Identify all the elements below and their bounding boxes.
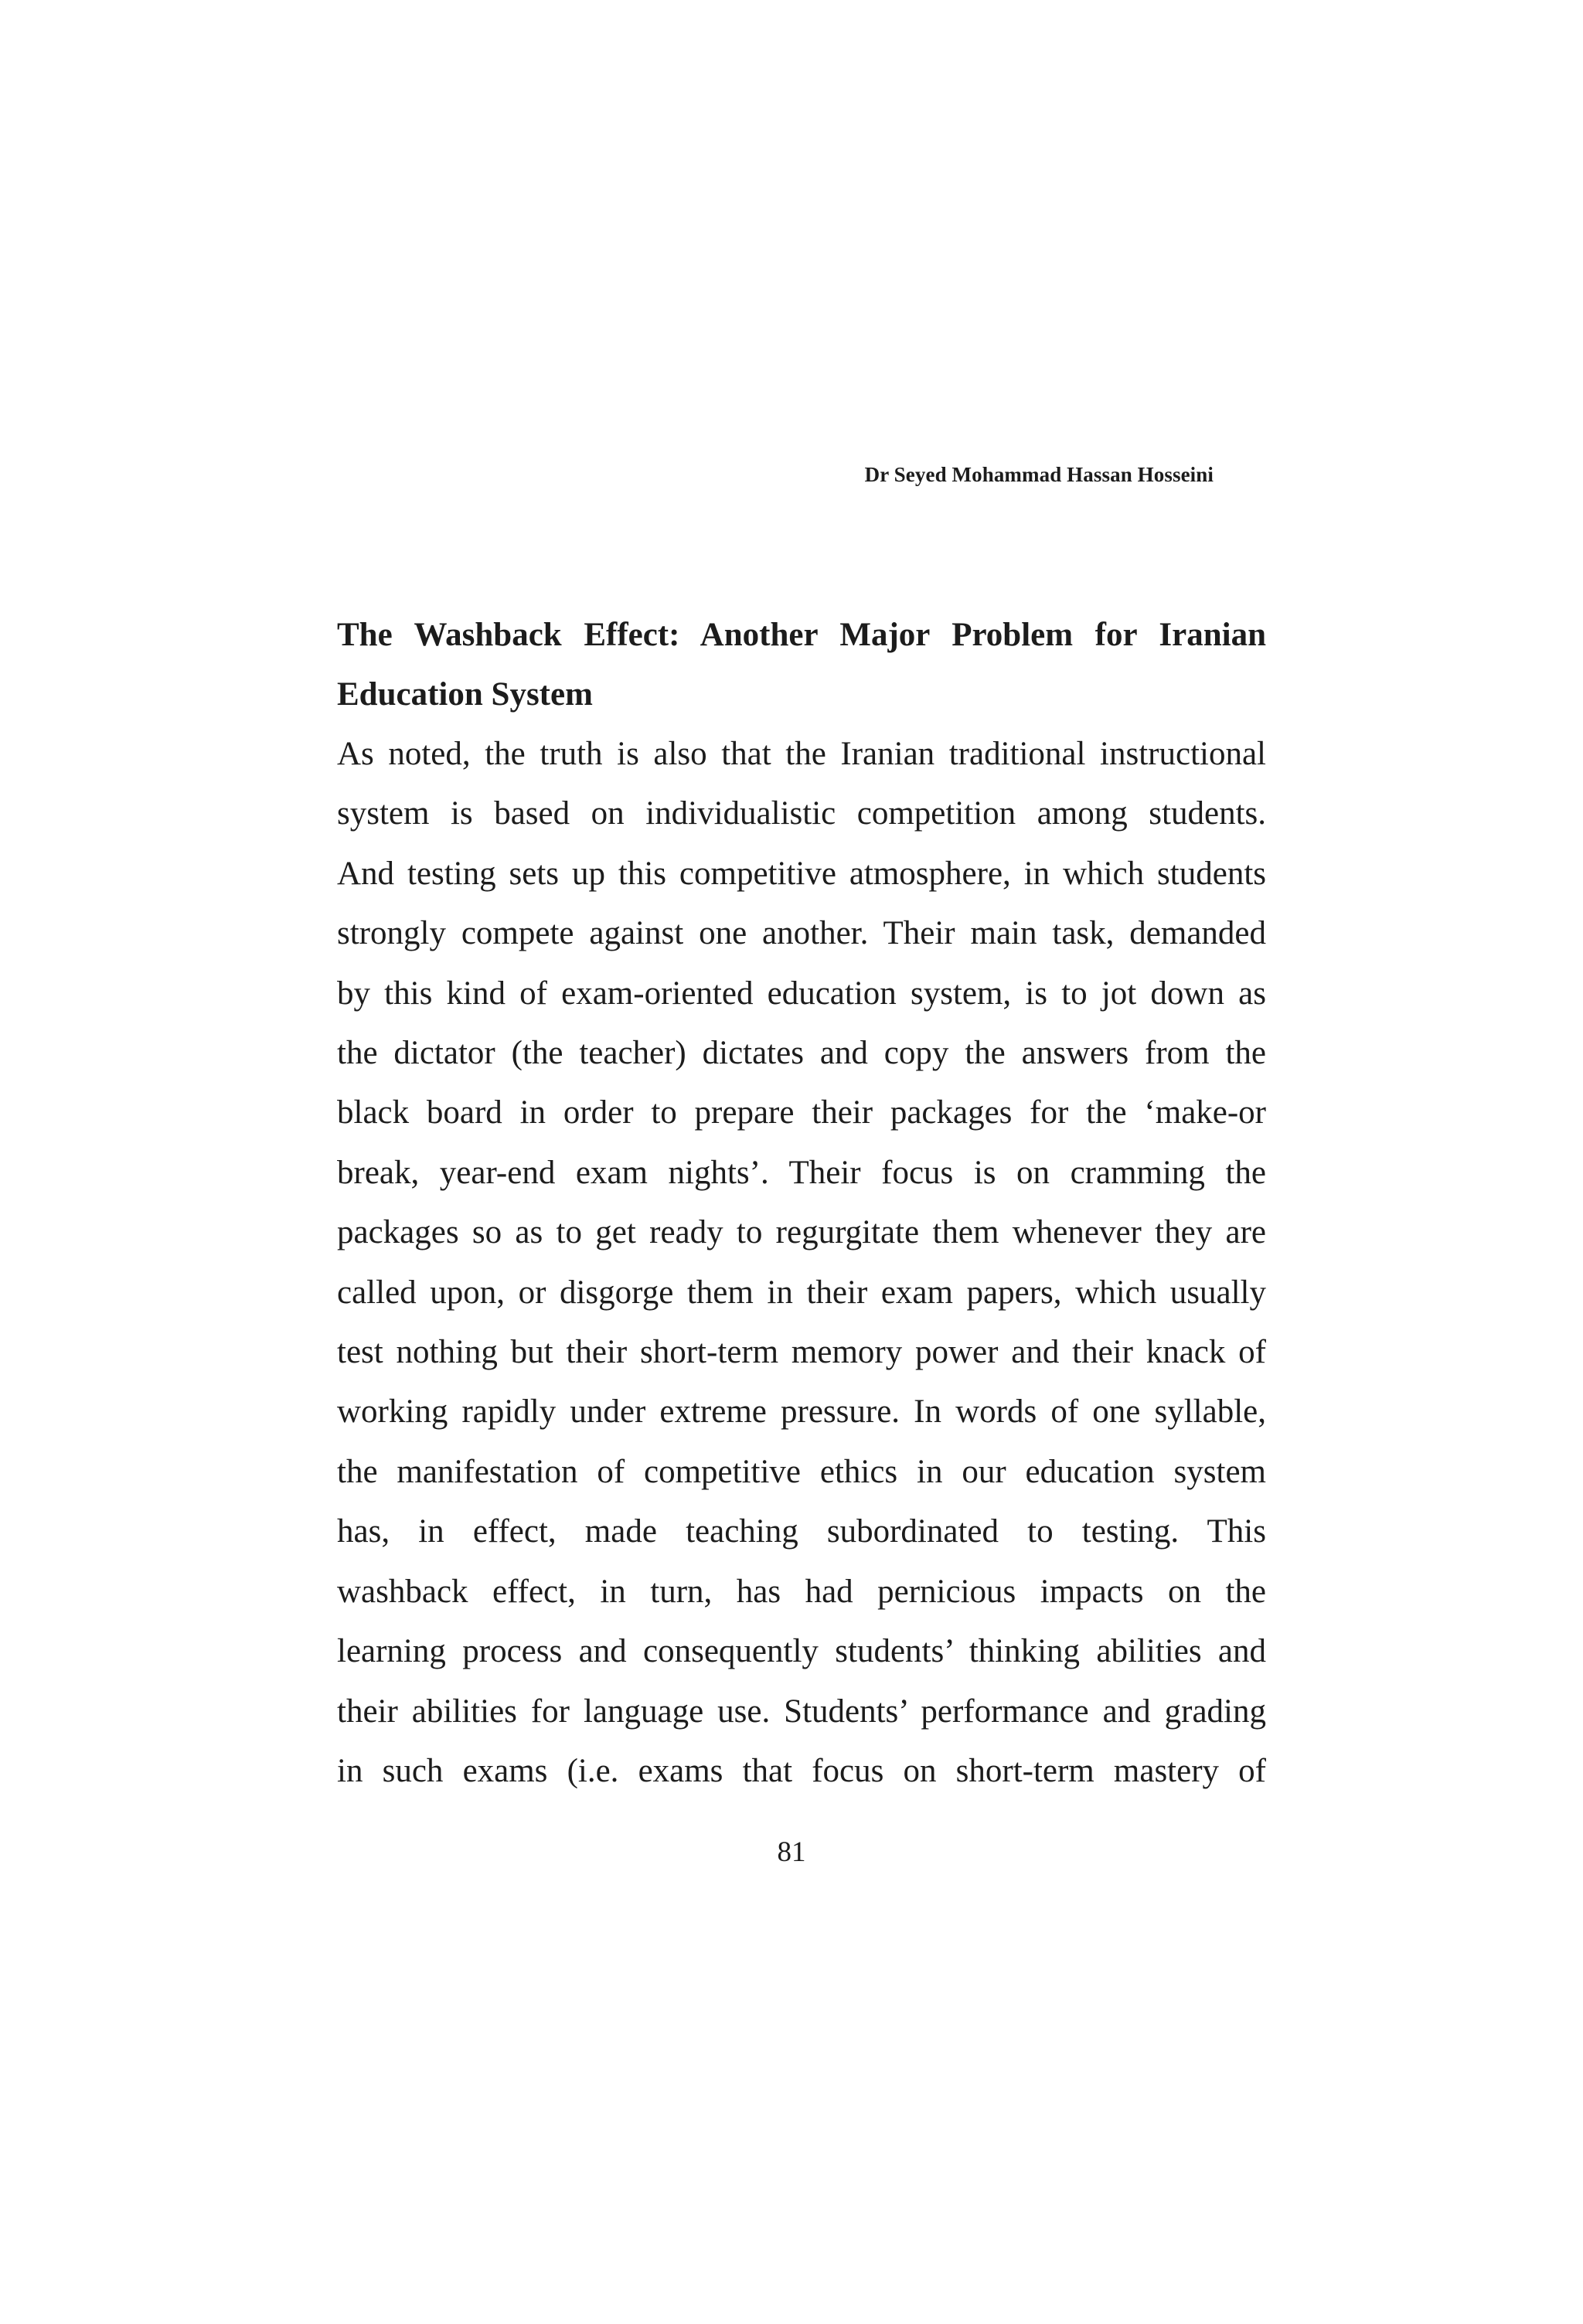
body-line: working rapidly under extreme pressure. In words of one syllable, (337, 1393, 1266, 1431)
body-line: black board in order to prepare their packages for the ‘make-or (337, 1094, 1266, 1131)
body-line: strongly compete against one another. Their main task, demanded (337, 915, 1266, 952)
running-head-author: Dr Seyed Mohammad Hassan Hosseini (864, 463, 1214, 486)
body-line: the manifestation of competitive ethics in our education system (337, 1453, 1266, 1490)
body-line: in such exams (i.e. exams that focus on short-term mastery of (337, 1752, 1266, 1789)
section-title (337, 605, 1266, 724)
body-paragraph (337, 724, 1266, 1801)
text-block (337, 605, 1266, 1801)
body-line: has, in effect, made teaching subordinated to testing. This (337, 1513, 1266, 1550)
section-title-line: The Washback Effect: Another Major Problem for Iranian (337, 617, 1266, 653)
body-line: learning process and consequently students’ thinking abilities and (337, 1633, 1266, 1670)
body-line: packages so as to get ready to regurgitate them whenever they are (337, 1214, 1266, 1251)
body-line: washback effect, in turn, has had pernicious impacts on the (337, 1573, 1266, 1610)
body-line: system is based on individualistic competition among students. (337, 795, 1266, 832)
body-line: called upon, or disgorge them in their exam papers, which usually (337, 1274, 1266, 1311)
body-line: As noted, the truth is also that the Iranian traditional instructional (337, 736, 1266, 772)
body-line: the dictator (the teacher) dictates and copy the answers from the (337, 1035, 1266, 1072)
body-line: their abilities for language use. Students’ performance and grading (337, 1693, 1266, 1730)
body-line: by this kind of exam-oriented education system, is to jot down as (337, 975, 1266, 1012)
page-number: 81 (777, 1836, 806, 1868)
section-title-line: Education System (337, 676, 593, 713)
body-line: And testing sets up this competitive atmosphere, in which students (337, 855, 1266, 892)
body-line: test nothing but their short-term memory power and their knack of (337, 1334, 1266, 1371)
body-line: break, year-end exam nights’. Their focus is on cramming the (337, 1154, 1266, 1191)
